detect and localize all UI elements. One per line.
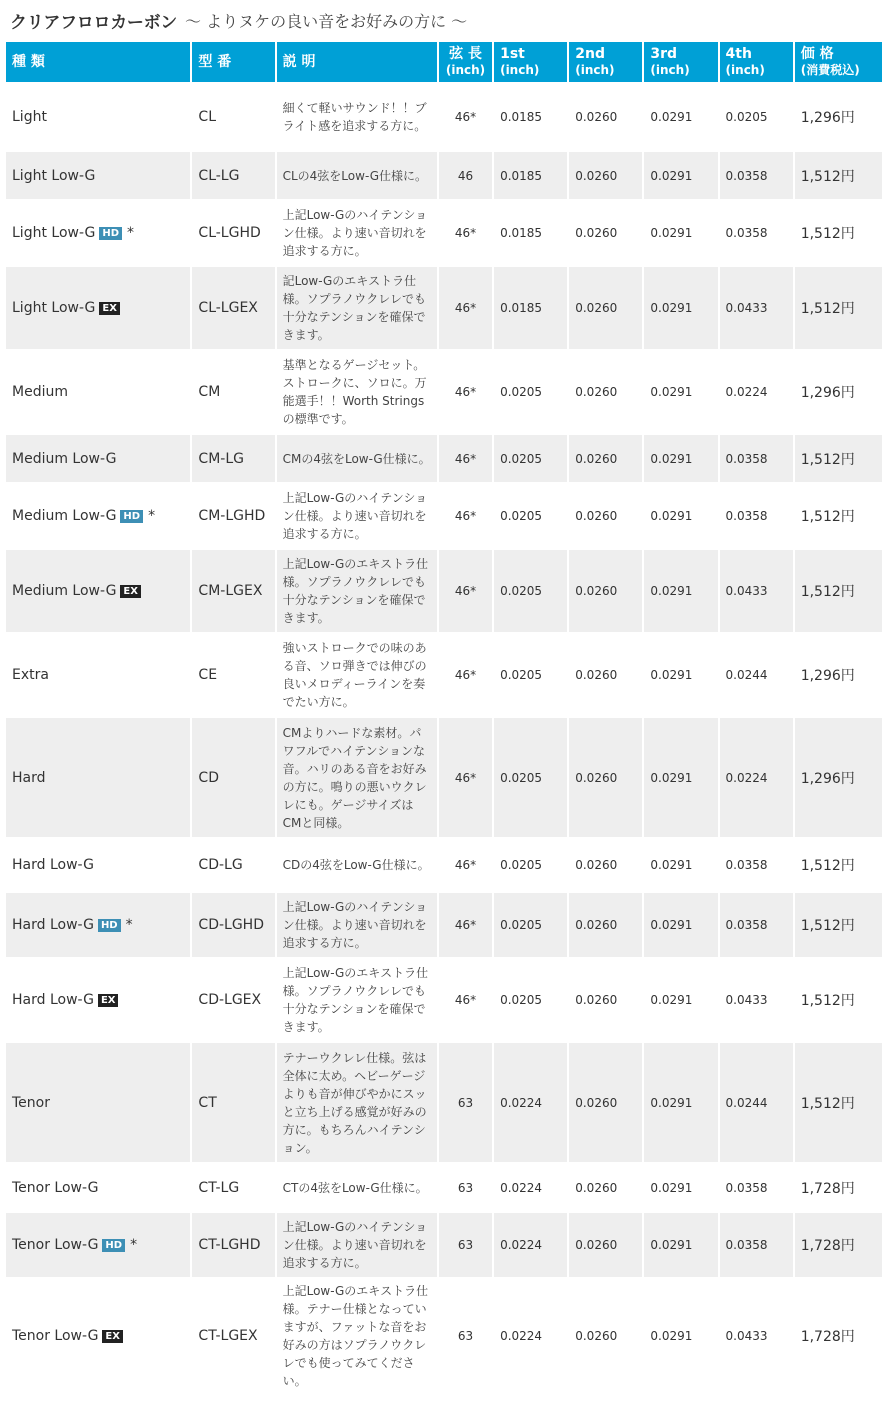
cell-2nd: 0.0260 [569,435,642,482]
table-row [6,1164,882,1211]
cell-length: 46* [439,351,492,433]
cell-2nd: 0.0260 [569,959,642,1041]
cell-4th: 0.0244 [720,634,793,716]
cell-4th: 0.0433 [720,1279,793,1393]
cell-description: CTの4弦をLow-G仕様に。 [277,1164,437,1211]
cell-price: 1,512円 [795,484,882,548]
cell-type [6,201,190,265]
cell-type [6,550,190,632]
cell-price: 1,512円 [795,1043,882,1162]
cell-price: 1,728円 [795,1164,882,1211]
page-title: クリアフロロカーボン [10,12,177,33]
asterisk-mark: * [127,225,135,241]
product-name: Medium Low-G [12,583,117,599]
cell-model: CL-LGEX [192,267,274,349]
header-2nd: 2nd (inch) [569,42,642,82]
cell-model: CT-LG [192,1164,274,1211]
cell-length: 63 [439,1164,492,1211]
cell-3rd: 0.0291 [644,351,717,433]
cell-model: CT [192,1043,274,1162]
header-1st: 1st (inch) [494,42,567,82]
cell-description: 記Low-Gのエキストラ仕様。ソプラノウクレレでも十分なテンションを確保できます。 [277,267,437,349]
header-4th: 4th (inch) [720,42,793,82]
cell-3rd: 0.0291 [644,550,717,632]
table-row [6,718,882,837]
cell-description: 上記Low-Gのエキストラ仕様。テナー仕様となっていますが、ファットな音をお好みの方はソプラノウクレレでも使ってみてください。 [277,1279,437,1393]
product-name: Tenor Low-G [12,1237,99,1253]
product-name: Tenor Low-G [12,1328,99,1344]
cell-type [6,84,190,150]
hd-badge: HD [120,510,143,523]
table-row [6,351,882,433]
cell-1st: 0.0185 [494,201,567,265]
cell-price: 1,296円 [795,351,882,433]
cell-3rd: 0.0291 [644,435,717,482]
cell-3rd: 0.0291 [644,839,717,891]
table-row [6,634,882,716]
ex-badge: EX [102,1330,123,1343]
cell-model: CT-LGEX [192,1279,274,1393]
product-name: Light Low-G [12,225,96,241]
table-row [6,267,882,349]
table-row [6,959,882,1041]
cell-price: 1,512円 [795,201,882,265]
cell-1st: 0.0205 [494,718,567,837]
cell-1st: 0.0224 [494,1164,567,1211]
cell-3rd: 0.0291 [644,1213,717,1277]
cell-length: 46* [439,839,492,891]
hd-badge: HD [99,227,122,240]
header-type: 種 類 [6,42,190,82]
cell-2nd: 0.0260 [569,1164,642,1211]
cell-type [6,267,190,349]
product-name: Light Low-G [12,300,96,316]
cell-4th: 0.0358 [720,152,793,199]
table-row [6,201,882,265]
cell-price: 1,512円 [795,267,882,349]
cell-description: 上記Low-Gのハイテンション仕様。より速い音切れを追求する方に。 [277,201,437,265]
cell-length: 46* [439,84,492,150]
cell-2nd: 0.0260 [569,484,642,548]
cell-2nd: 0.0260 [569,351,642,433]
product-name: Hard Low-G [12,917,94,933]
cell-price: 1,512円 [795,839,882,891]
table-row [6,893,882,957]
cell-description: 細くて軽いサウンド！！ブライト感を追求する方に。 [277,84,437,150]
cell-length: 63 [439,1213,492,1277]
cell-length: 46* [439,435,492,482]
cell-length: 46 [439,152,492,199]
cell-model: CD-LG [192,839,274,891]
cell-description: 上記Low-Gのエキストラ仕様。ソプラノウクレレでも十分なテンションを確保できます。 [277,959,437,1041]
cell-2nd: 0.0260 [569,201,642,265]
cell-type [6,435,190,482]
table-row [6,1213,882,1277]
table-row [6,152,882,199]
header-price: 価 格 (消費税込) [795,42,882,82]
cell-3rd: 0.0291 [644,201,717,265]
page-subtitle: 〜 よりヌケの良い音をお好みの方に 〜 [185,11,468,31]
cell-3rd: 0.0291 [644,893,717,957]
cell-4th: 0.0224 [720,718,793,837]
cell-model: CM-LGHD [192,484,274,548]
cell-4th: 0.0205 [720,84,793,150]
cell-type [6,152,190,199]
cell-type [6,484,190,548]
product-name: Hard [12,769,46,786]
cell-3rd: 0.0291 [644,1279,717,1393]
cell-3rd: 0.0291 [644,84,717,150]
cell-model: CL [192,84,274,150]
cell-3rd: 0.0291 [644,484,717,548]
cell-1st: 0.0205 [494,351,567,433]
cell-description: CDの4弦をLow-G仕様に。 [277,839,437,891]
cell-type [6,718,190,837]
table-row [6,84,882,150]
header-description: 説 明 [277,42,437,82]
cell-price: 1,296円 [795,84,882,150]
ex-badge: EX [98,994,119,1007]
asterisk-mark: * [130,1237,138,1253]
cell-price: 1,512円 [795,152,882,199]
cell-4th: 0.0433 [720,267,793,349]
string-spec-table [4,40,884,1395]
cell-1st: 0.0205 [494,484,567,548]
cell-3rd: 0.0291 [644,1164,717,1211]
cell-4th: 0.0358 [720,435,793,482]
cell-1st: 0.0224 [494,1043,567,1162]
cell-4th: 0.0358 [720,1213,793,1277]
cell-1st: 0.0185 [494,84,567,150]
cell-description: 強いストロークでの味のある音、ソロ弾きでは伸びの良いメロディーラインを奏でたい方に。 [277,634,437,716]
cell-description: テナーウクレレ仕様。弦は全体に太め。ヘビーゲージよりも音が伸びやかにスッと立ち上げる感覚が好みの方に。もちろんハイテンション。 [277,1043,437,1162]
cell-2nd: 0.0260 [569,267,642,349]
cell-length: 46* [439,267,492,349]
cell-model: CD-LGHD [192,893,274,957]
cell-2nd: 0.0260 [569,1043,642,1162]
ex-badge: EX [120,585,141,598]
cell-4th: 0.0358 [720,1164,793,1211]
cell-2nd: 0.0260 [569,1213,642,1277]
cell-price: 1,512円 [795,959,882,1041]
header-3rd: 3rd (inch) [644,42,717,82]
product-name: Extra [12,667,49,683]
product-name: Tenor Low-G [12,1179,99,1196]
cell-length: 46* [439,718,492,837]
cell-model: CM-LGEX [192,550,274,632]
cell-2nd: 0.0260 [569,84,642,150]
cell-1st: 0.0205 [494,839,567,891]
cell-price: 1,512円 [795,435,882,482]
cell-price: 1,512円 [795,893,882,957]
cell-1st: 0.0205 [494,435,567,482]
cell-4th: 0.0358 [720,201,793,265]
cell-length: 46* [439,634,492,716]
cell-type [6,351,190,433]
cell-description: CLの4弦をLow-G仕様に。 [277,152,437,199]
cell-1st: 0.0205 [494,893,567,957]
cell-4th: 0.0224 [720,351,793,433]
cell-2nd: 0.0260 [569,152,642,199]
cell-4th: 0.0358 [720,893,793,957]
table-row [6,1279,882,1393]
product-name: Hard Low-G [12,992,94,1008]
cell-2nd: 0.0260 [569,839,642,891]
table-row [6,839,882,891]
header-length: 弦 長 (inch) [439,42,492,82]
table-row [6,550,882,632]
cell-price: 1,728円 [795,1279,882,1393]
cell-description: 上記Low-Gのエキストラ仕様。ソプラノウクレレでも十分なテンションを確保できます。 [277,550,437,632]
product-name: Medium [12,384,68,400]
cell-length: 46* [439,550,492,632]
cell-model: CE [192,634,274,716]
product-name: Medium Low-G [12,508,117,524]
product-name: Tenor [12,1094,50,1111]
cell-1st: 0.0185 [494,152,567,199]
cell-length: 63 [439,1043,492,1162]
asterisk-mark: * [125,917,133,933]
cell-model: CD [192,718,274,837]
cell-type [6,634,190,716]
cell-model: CM [192,351,274,433]
cell-type [6,1043,190,1162]
cell-length: 63 [439,1279,492,1393]
cell-model: CD-LGEX [192,959,274,1041]
cell-2nd: 0.0260 [569,1279,642,1393]
cell-length: 46* [439,484,492,548]
cell-4th: 0.0358 [720,484,793,548]
table-row [6,435,882,482]
cell-3rd: 0.0291 [644,152,717,199]
hd-badge: HD [98,919,121,932]
cell-3rd: 0.0291 [644,267,717,349]
cell-1st: 0.0205 [494,550,567,632]
cell-4th: 0.0433 [720,550,793,632]
product-name: Medium Low-G [12,450,117,467]
cell-description: 上記Low-Gのハイテンション仕様。より速い音切れを追求する方に。 [277,484,437,548]
cell-description: CMの4弦をLow-G仕様に。 [277,435,437,482]
ex-badge: EX [99,302,120,315]
cell-4th: 0.0433 [720,959,793,1041]
product-name: Light Low-G [12,167,96,184]
cell-2nd: 0.0260 [569,893,642,957]
cell-length: 46* [439,201,492,265]
cell-model: CL-LGHD [192,201,274,265]
cell-price: 1,728円 [795,1213,882,1277]
cell-length: 46* [439,893,492,957]
cell-length: 46* [439,959,492,1041]
cell-4th: 0.0358 [720,839,793,891]
cell-model: CT-LGHD [192,1213,274,1277]
cell-1st: 0.0205 [494,634,567,716]
cell-price: 1,296円 [795,634,882,716]
cell-1st: 0.0205 [494,959,567,1041]
cell-description: 基準となるゲージセット。ストロークに、ソロに。万能選手！！Worth Stringsの標準です。 [277,351,437,433]
page-heading [0,0,888,40]
cell-type [6,839,190,891]
header-model: 型 番 [192,42,274,82]
cell-3rd: 0.0291 [644,959,717,1041]
cell-description: 上記Low-Gのハイテンション仕様。より速い音切れを追求する方に。 [277,1213,437,1277]
hd-badge: HD [102,1239,125,1252]
table-row [6,1043,882,1162]
cell-1st: 0.0224 [494,1279,567,1393]
table-row [6,484,882,548]
cell-2nd: 0.0260 [569,718,642,837]
cell-3rd: 0.0291 [644,718,717,837]
product-name: Light [12,109,47,125]
cell-1st: 0.0185 [494,267,567,349]
cell-type [6,893,190,957]
cell-description: 上記Low-Gのハイテンション仕様。より速い音切れを追求する方に。 [277,893,437,957]
cell-type [6,959,190,1041]
cell-price: 1,296円 [795,718,882,837]
cell-1st: 0.0224 [494,1213,567,1277]
cell-type [6,1213,190,1277]
cell-3rd: 0.0291 [644,1043,717,1162]
cell-2nd: 0.0260 [569,550,642,632]
product-name: Hard Low-G [12,857,94,873]
asterisk-mark: * [148,508,156,524]
cell-model: CM-LG [192,435,274,482]
cell-3rd: 0.0291 [644,634,717,716]
table-header-row [6,42,882,82]
cell-model: CL-LG [192,152,274,199]
cell-description: CMよりハードな素材。パワフルでハイテンションな音。ハリのある音をお好みの方に。鳴りの悪いウクレレにも。ゲージサイズはCMと同様。 [277,718,437,837]
cell-type [6,1164,190,1211]
cell-price: 1,512円 [795,550,882,632]
cell-4th: 0.0244 [720,1043,793,1162]
cell-type [6,1279,190,1393]
cell-2nd: 0.0260 [569,634,642,716]
